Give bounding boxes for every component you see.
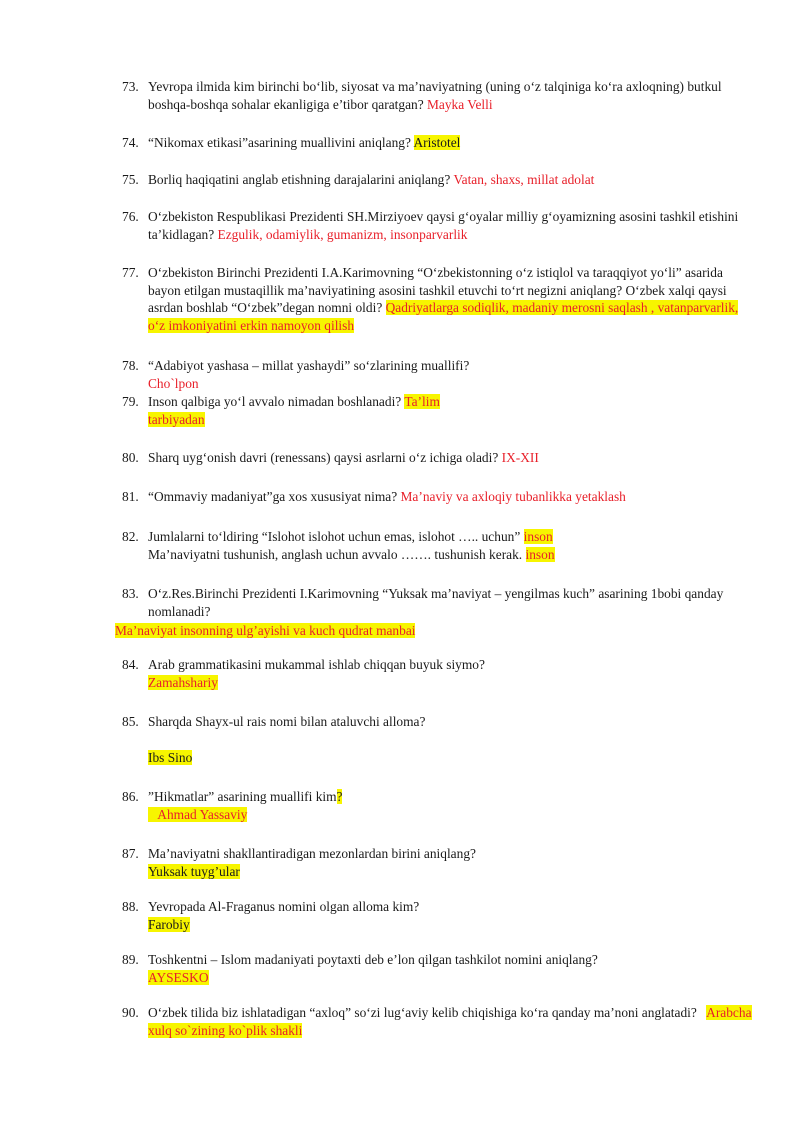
question-text: “Adabiyot yashasa – millat yashaydi” so‘zlarining muallifi? bbox=[148, 358, 470, 373]
question-text-2: Ma’naviyatni tushunish, anglash uchun avvalo ……. tushunish kerak. bbox=[148, 546, 523, 562]
answer-text: Ma’naviy va axloqiy tubanlikka yetaklash bbox=[400, 489, 626, 504]
answer-text: Mayka Velli bbox=[427, 96, 493, 112]
question-87 bbox=[122, 845, 758, 880]
answer-highlight: Farobiy bbox=[148, 916, 190, 932]
question-text: Borliq haqiqatini anglab etishning darajalarini aniqlang? bbox=[148, 172, 451, 187]
question-number: 81. bbox=[122, 489, 139, 504]
question-86 bbox=[122, 788, 758, 823]
answer-highlight: Ibs Sino bbox=[148, 750, 193, 765]
question-number: 88. bbox=[122, 899, 139, 914]
answer-text: Cho`lpon bbox=[148, 375, 199, 391]
answer-highlight: Arabcha xulq so`zining ko`plik shakli bbox=[148, 1005, 752, 1038]
question-text: Yevropada Al-Fraganus nomini olgan alloma kim? bbox=[148, 899, 420, 914]
question-83 bbox=[122, 585, 748, 620]
question-77 bbox=[122, 264, 758, 334]
answer-text: Ezgulik, odamiylik, gumanizm, insonparvarlik bbox=[217, 226, 468, 242]
question-78 bbox=[122, 357, 758, 392]
question-text: O‘zbek tilida biz ishlatadigan “axloq” so‘zi lug‘aviy kelib chiqishiga ko‘ra qanday ma’noni anglatadi? bbox=[148, 1005, 697, 1020]
question-number: 86. bbox=[122, 789, 139, 804]
question-79 bbox=[122, 393, 758, 428]
question-mark-highlight: ? bbox=[336, 789, 343, 804]
question-number: 78. bbox=[122, 358, 139, 373]
answer-highlight: inson bbox=[523, 529, 553, 544]
question-81 bbox=[122, 488, 758, 506]
question-89 bbox=[122, 951, 758, 986]
question-88 bbox=[122, 898, 758, 933]
question-number: 90. bbox=[122, 1005, 139, 1020]
question-number: 83. bbox=[122, 586, 139, 601]
answer-highlight: Yuksak tuyg’ular bbox=[148, 863, 240, 879]
question-number: 85. bbox=[122, 714, 139, 729]
question-number: 80. bbox=[122, 450, 139, 465]
answer-highlight: AYSESKO bbox=[148, 969, 209, 985]
question-number: 77. bbox=[122, 265, 139, 280]
question-75 bbox=[122, 171, 758, 189]
question-90 bbox=[122, 1004, 758, 1039]
question-number: 84. bbox=[122, 657, 139, 672]
question-text: O‘zbekiston Respublikasi Prezidenti SH.Mirziyoev qaysi g‘oyalar milliy g‘oyamizning asosini tashkil etishini ta’kidlagan? bbox=[148, 209, 739, 242]
question-text: Yevropa ilmida kim birinchi bo‘lib, siyosat va ma’naviyatning (uning o‘z talqiniga ko‘ra axloqning) butkul boshqa-boshqa sohalar ekanligiga e’tibor qaratgan? bbox=[148, 79, 722, 112]
answer-highlight: Ahmad Yassaviy bbox=[148, 806, 248, 822]
question-84 bbox=[122, 656, 758, 691]
answer-text: IX-XII bbox=[501, 450, 539, 465]
question-82 bbox=[122, 528, 758, 563]
question-number: 76. bbox=[122, 209, 139, 224]
question-number: 75. bbox=[122, 172, 139, 187]
question-text: ”Hikmatlar” asarining muallifi kim bbox=[148, 789, 337, 804]
question-number: 87. bbox=[122, 846, 139, 861]
question-number: 73. bbox=[122, 79, 139, 94]
question-number: 74. bbox=[122, 135, 139, 150]
question-text: Inson qalbiga yo‘l avvalo nimadan boshlanadi? bbox=[148, 394, 402, 409]
question-text: “Ommaviy madaniyat”ga xos xususiyat nima? bbox=[148, 489, 398, 504]
answer-text: Vatan, shaxs, millat adolat bbox=[453, 172, 595, 187]
answer-highlight: Ta’lim bbox=[404, 394, 440, 409]
answer-highlight-continued: tarbiyadan bbox=[148, 411, 205, 427]
question-80 bbox=[122, 449, 758, 467]
question-73 bbox=[122, 78, 758, 113]
answer-highlight: Aristotel bbox=[413, 135, 461, 150]
question-text: Toshkentni – Islom madaniyati poytaxti deb e’lon qilgan tashkilot nomini aniqlang? bbox=[148, 952, 598, 967]
question-number: 82. bbox=[122, 529, 139, 544]
question-85 bbox=[122, 713, 758, 731]
question-text: Sharq uyg‘onish davri (renessans) qaysi asrlarni o‘z ichiga oladi? bbox=[148, 450, 499, 465]
answer-highlight: Zamahshariy bbox=[148, 674, 218, 690]
question-text: Jumlalarni to‘ldiring “Islohot islohot uchun emas, islohot ….. uchun” bbox=[148, 529, 521, 544]
answer-83 bbox=[115, 622, 415, 640]
question-text: O‘zbekiston Birinchi Prezidenti I.A.Karimovning “O‘zbekistonning o‘z istiqlol va taraqqiyot yo‘li” asarida bayon etilgan mustaqillik ma’naviyatining asosini tashkil etuvchi to‘rt negizni aniqlang? O‘zbek xalqi qaysi asrdan boshlab “O‘zbek”degan nomni oldi? bbox=[148, 265, 727, 315]
answer-highlight-2: inson bbox=[525, 546, 555, 562]
question-text: O‘z.Res.Birinchi Prezidenti I.Karimovning “Yuksak ma’naviyat – yengilmas kuch” asarining 1bobi qanday nomlanadi? bbox=[148, 586, 724, 619]
question-number: 89. bbox=[122, 952, 139, 967]
question-number: 79. bbox=[122, 394, 139, 409]
question-76 bbox=[122, 208, 758, 243]
question-text: Arab grammatikasini mukammal ishlab chiqqan buyuk siymo? bbox=[148, 657, 485, 672]
question-text: Sharqda Shayx-ul rais nomi bilan ataluvchi alloma? bbox=[148, 714, 426, 729]
question-74 bbox=[122, 134, 758, 152]
answer-85 bbox=[148, 749, 192, 767]
answer-highlight: Qadriyatlarga sodiqlik, madaniy merosni saqlash , vatanparvarlik, o‘z imkoniyatini erkin namoyon qilish bbox=[148, 300, 739, 333]
answer-highlight: Ma’naviyat insonning ulg’ayishi va kuch qudrat manbai bbox=[115, 623, 416, 638]
question-text: Ma’naviyatni shakllantiradigan mezonlardan birini aniqlang? bbox=[148, 846, 476, 861]
question-text: “Nikomax etikasi”asarining muallivini aniqlang? bbox=[148, 135, 411, 150]
